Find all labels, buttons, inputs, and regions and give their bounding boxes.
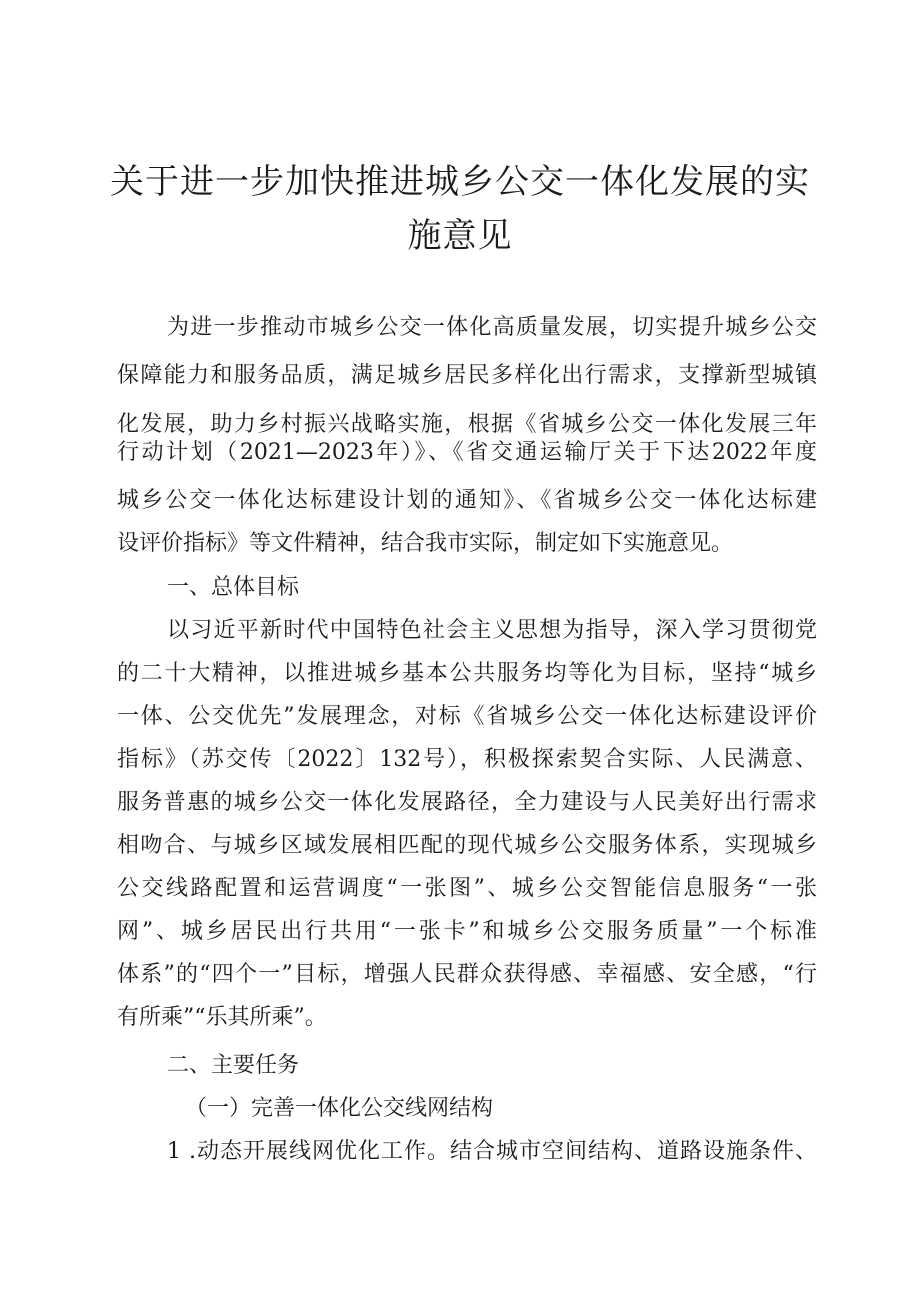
section1-line: 一体、公交优先”发展理念，对标《省城乡公交一体化达标建设评价 — [117, 704, 817, 729]
section1-line: 公交线路配置和运营调度“一张图”、城乡公交智能信息服务“一张 — [117, 876, 817, 901]
document-title-line1: 关于进一步加快推进城乡公交一体化发展的实 — [110, 162, 810, 202]
section2-heading: 二、主要任务 — [167, 1053, 300, 1078]
section1-line: 相吻合、与城乡区域发展相匹配的现代城乡公交服务体系，实现城乡 — [117, 833, 817, 858]
intro-line: 化发展，助力乡村振兴战略实施，根据《省城乡公交一体化发展三年 — [117, 412, 817, 437]
item1-line: 1 .动态开展线网优化工作。结合城市空间结构、道路设施条件、 — [167, 1139, 817, 1164]
section1-line: 网”、城乡居民出行共用“一张卡”和城乡公交服务质量”一个标准 — [117, 919, 817, 944]
section1-line: 指标》（苏交传〔2022〕132号），积极探索契合实际、人民满意、 — [117, 747, 817, 772]
intro-line: 城乡公交一体化达标建设计划的通知》、《省城乡公交一体化达标建 — [117, 488, 817, 513]
section1-line: 以习近平新时代中国特色社会主义思想为指导，深入学习贯彻党 — [167, 618, 817, 643]
intro-line: 为进一步推动市城乡公交一体化高质量发展，切实提升城乡公交 — [167, 315, 817, 340]
intro-line: 设评价指标》等文件精神，结合我市实际，制定如下实施意见。 — [117, 531, 734, 556]
section1-line: 有所乘”“乐其所乘”。 — [117, 1005, 327, 1030]
section1-heading: 一、总体目标 — [167, 575, 300, 600]
section1-line: 服务普惠的城乡公交一体化发展路径，全力建设与人民美好出行需求 — [117, 790, 817, 815]
subsection1-heading: （一）完善一体化公交线网结构 — [185, 1096, 494, 1121]
intro-line: 行动计划（2021—2023年）》、《省交通运输厅关于下达2022年度 — [117, 440, 817, 465]
intro-line: 保障能力和服务品质，满足城乡居民多样化出行需求，支撑新型城镇 — [117, 363, 817, 388]
section1-line: 的二十大精神，以推进城乡基本公共服务均等化为目标，坚持“城乡 — [117, 661, 817, 686]
section1-line: 体系”的“四个一”目标，增强人民群众获得感、幸福感、安全感，“行 — [117, 962, 817, 987]
document-title-line2: 施意见 — [407, 216, 513, 256]
